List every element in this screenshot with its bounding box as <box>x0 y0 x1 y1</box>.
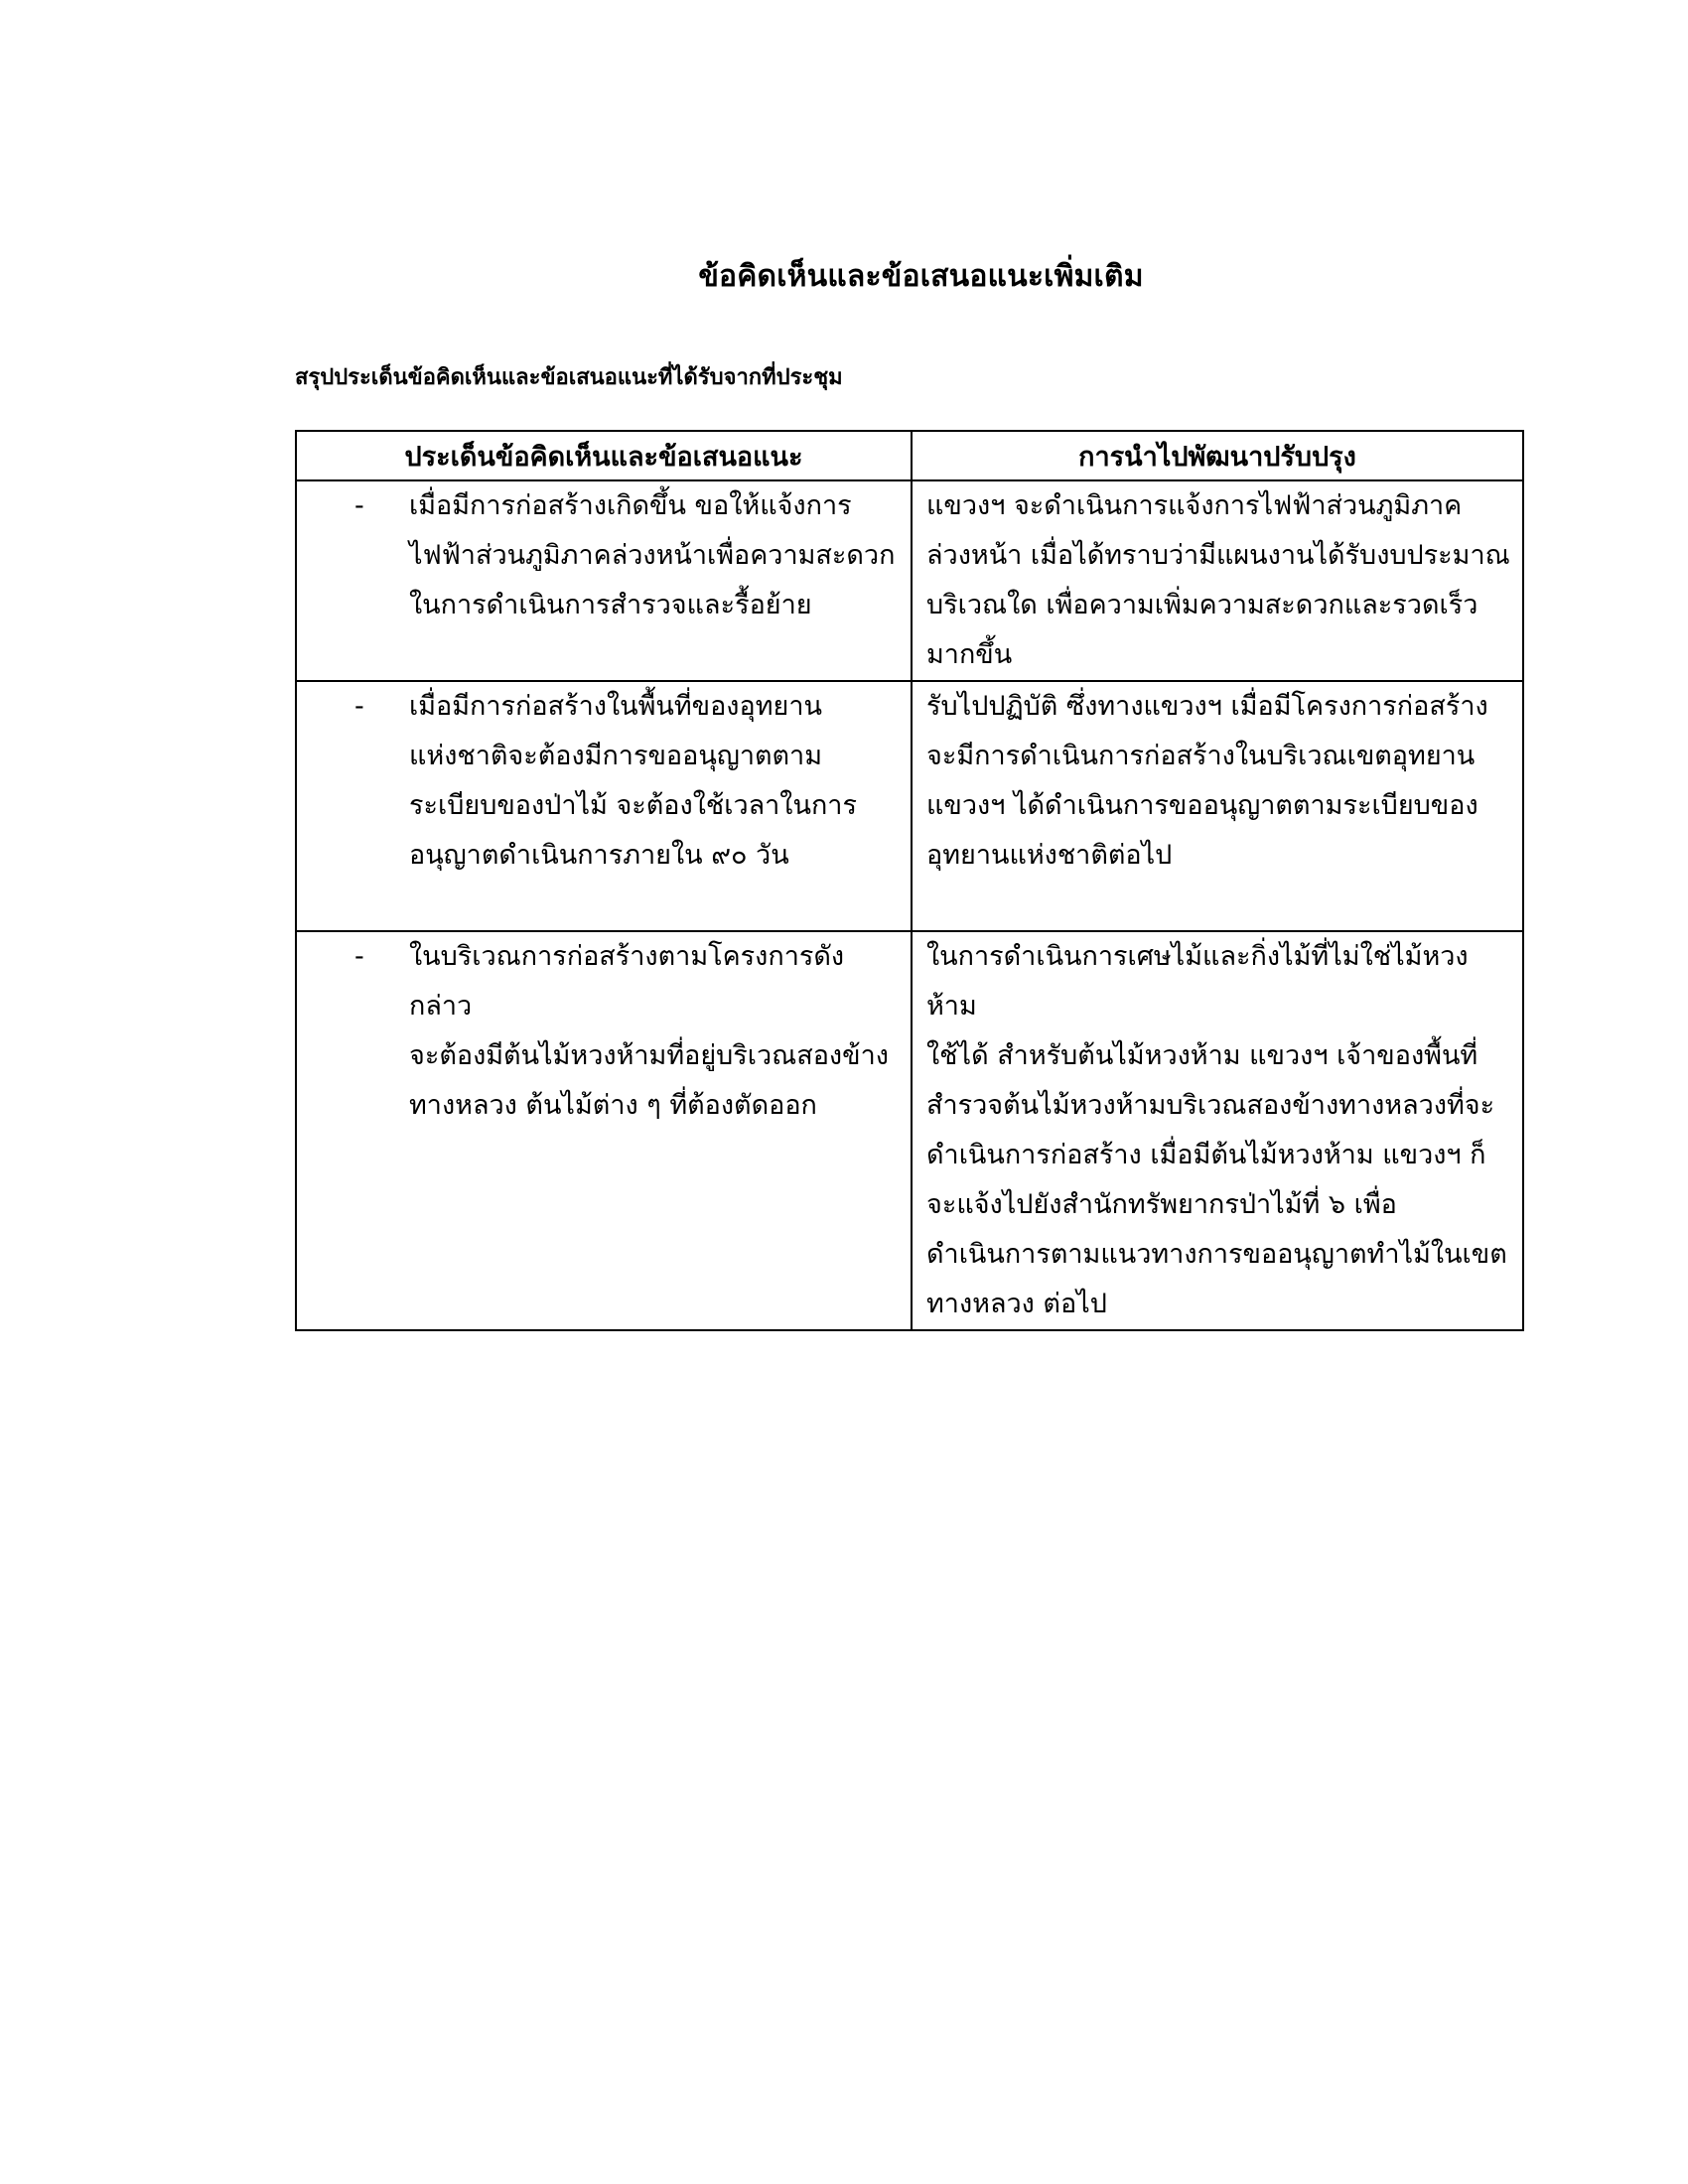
comment-cell <box>296 480 912 681</box>
comment-cell <box>296 931 912 1330</box>
comment-text: ในบริเวณการก่อสร้างตามโครงการดังกล่าว จะต้องมีต้นไม้หวงห้ามที่อยู่บริเวณสองข้าง ทางหลวง ต้นไม้ต่าง ๆ ที่ต้องตัดออก <box>409 941 889 1121</box>
section-subtitle: สรุปประเด็นข้อคิดเห็นและข้อเสนอแนะที่ได้รับจากที่ประชุม <box>295 365 843 390</box>
table-row <box>296 480 1523 681</box>
response-text: ในการดำเนินการเศษไม้และกิ่งไม้ที่ไม่ใช่ไม้หวงห้าม ใช้ได้ สำหรับต้นไม้หวงห้าม แขวงฯ เจ้าของพื้นที่ สำรวจต้นไม้หวงห้ามบริเวณสองข้างทางหลวงที่จะ ดำเนินการก่อสร้าง เมื่อมีต้นไม้หวงห้าม แขวงฯ ก็ จะแจ้งไปยังสำนักทรัพยากรป่าไม้ที่ ๖ เพื่อ ดำเนินการตามแนวทางการขออนุญาตทำไม้ในเขต ทางหลวง ต่อไป <box>926 941 1507 1319</box>
table-row <box>296 931 1523 1330</box>
response-cell <box>912 681 1523 931</box>
table-header-row <box>296 431 1523 480</box>
column-header-improvements: การนำไปพัฒนาปรับปรุง <box>912 431 1523 480</box>
bullet-dash: - <box>354 941 364 972</box>
response-cell <box>912 931 1523 1330</box>
comment-cell <box>296 681 912 931</box>
bullet-dash: - <box>354 691 364 722</box>
response-cell <box>912 480 1523 681</box>
table-row <box>296 681 1523 931</box>
column-header-comments: ประเด็นข้อคิดเห็นและข้อเสนอแนะ <box>296 431 912 480</box>
page-title: ข้อคิดเห็นและข้อเสนอแนะเพิ่มเติม <box>698 259 1144 294</box>
comment-text: เมื่อมีการก่อสร้างในพื้นที่ของอุทยาน แห่งชาติจะต้องมีการขออนุญาตตาม ระเบียบของป่าไม้ จะต้องใช้เวลาในการ อนุญาตดำเนินการภายใน ๙๐ วัน <box>409 691 857 871</box>
bullet-dash: - <box>354 490 364 521</box>
response-text: แขวงฯ จะดำเนินการแจ้งการไฟฟ้าส่วนภูมิภาค ล่วงหน้า เมื่อได้ทราบว่ามีแผนงานได้รับงบประมาณ บริเวณใด เพื่อความเพิ่มความสะดวกและรวดเร็ว มากขึ้น <box>926 490 1510 670</box>
comment-text: เมื่อมีการก่อสร้างเกิดขึ้น ขอให้แจ้งการ ไฟฟ้าส่วนภูมิภาคล่วงหน้าเพื่อความสะดวก ในการดำเนินการสำรวจและรื้อย้าย <box>409 490 896 620</box>
comments-table <box>295 430 1524 1331</box>
response-text: รับไปปฏิบัติ ซึ่งทางแขวงฯ เมื่อมีโครงการก่อสร้าง จะมีการดำเนินการก่อสร้างในบริเวณเขตอุทยาน แขวงฯ ได้ดำเนินการขออนุญาตตามระเบียบของ อุทยานแห่งชาติต่อไป <box>926 691 1488 871</box>
